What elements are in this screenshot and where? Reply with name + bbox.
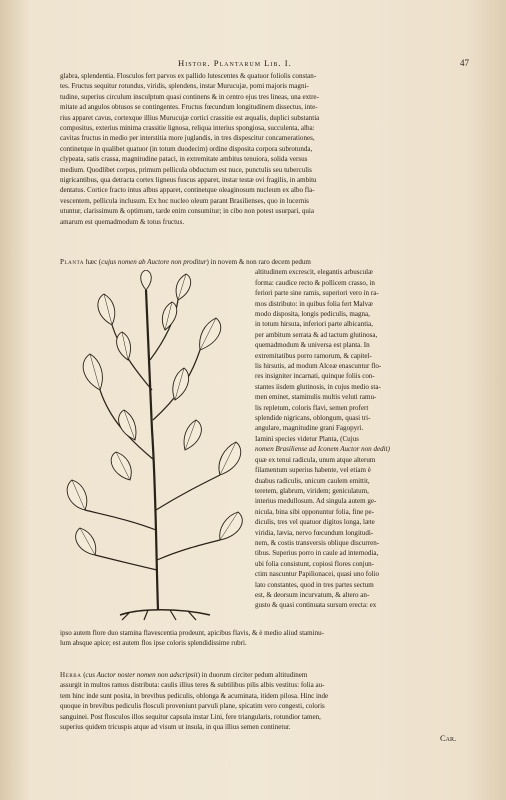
paragraph-planta <box>60 257 472 267</box>
text-line: rius apparet cavus, cortexque illius Murucujæ cortici crassitie est æqualis, duplici substantia <box>60 113 320 122</box>
text-line: ubi folia consistunt, copiosi flores conjun- <box>255 559 374 568</box>
text-line: modo disposita, longis pediculis, magna, <box>255 310 370 319</box>
lead-tail: ) in duorum circiter pedum altitudinem <box>197 671 308 679</box>
text-line: medium. Quodlibet corpus, primum pellicula obductum est nuce, punctulis seu tuberculis <box>60 165 312 174</box>
text-line: teretem, glabrum, viridem; geniculatum, <box>255 486 369 495</box>
text-line: continetque in qualibet quatuor (in totum duodecim) ordine disposita corpora subrotunda, <box>60 144 313 153</box>
text-line: ctim nascuntur Papilionacei, quasi uno folio <box>255 570 380 579</box>
text-line: diculis, tres vel quatuor digitos longa, læte <box>255 518 375 527</box>
text-line: Iamini species videtur Planta, (Cujus <box>255 434 359 443</box>
text-line: quemadmodum & universa est planta. In <box>255 341 370 350</box>
paragraph-planta-column <box>255 267 472 610</box>
text-line: mitate ad angulos obtusos se contingentes. Fructus fœcundum longitudinem dissectus, inte- <box>60 103 318 112</box>
text-line: cavitas fructus in medio per interstitia more juglandis, in tres dispescitur concamerationes, <box>60 134 315 143</box>
text-line-lead <box>60 257 472 267</box>
text-line: per ambitum serrata & ad tactum glutinosa, <box>255 330 378 339</box>
text-line: gusto & quasi continuata sursum erecta: ex <box>255 601 377 610</box>
text-line: extremitatibus porro ramorum, & capitel- <box>255 351 372 360</box>
lead-word: Planta <box>60 258 85 266</box>
text-line: tudine, superius circulum insculptum quasi continens & in centro ejus tres lineas, una extre- <box>60 92 319 101</box>
text-line: angulare, magnitudine grani Fagopyri. <box>255 424 364 433</box>
lead-italic: cujus nomen ab Auctore non proditur <box>101 258 207 266</box>
text-line: nigricantibus, qua detracta cortex ligneus fuscus apparet, instar testæ ovi fragilis, in ambitu <box>60 176 317 185</box>
text-line: stantes iisdem glutinosis, in cujus medio sta- <box>255 382 381 391</box>
lead-text: ( <box>81 671 86 679</box>
text-line: nicula, bina sibi opponuntur folia, fine pe- <box>255 507 374 516</box>
text-line: glabra, splendentia. Flosculos fert parvos ex pallido lutescentes & quatuor foliolis constan- <box>60 72 317 80</box>
running-title: Histor. Plantarum Lib. I. <box>178 58 292 68</box>
text-line: compositus, exterius minima crassitie lignosa, reliqua interius spongiosa, succulenta, alba: <box>60 124 315 133</box>
text-line: utuntur, clarissimum & optimum, tarde enim consumitur; in cibo non potest usurpari, quia <box>60 207 314 216</box>
text-line: assurgit in multos ramos distributa: caulis illius teres & subtilibus pilis albis vestitus: folia au- <box>60 681 325 690</box>
text-line: duabus radiculis, unicum caulem emittit, <box>255 476 370 485</box>
text-line: clypeata, satis crassa, magnitudine pataci, in extremitate ambitus tenuiora, solida versus <box>60 155 308 164</box>
lead-word: Herba <box>60 671 82 679</box>
text-line: mos distributo: in quibus folia fert Malvæ <box>255 299 373 308</box>
text-line: lis repletum, coloris flavi, semen profert <box>255 403 369 412</box>
text-line: in totum hirsuta, inferiori parte albicantia, <box>255 320 373 329</box>
plant-woodcut-illustration <box>60 270 250 622</box>
catchword: Car. <box>440 733 457 743</box>
text-line: tibus. Superius porro in caule ad internodia, <box>255 549 379 558</box>
lead-italic: cus Auctor noster nomen non adscripsit <box>85 671 198 679</box>
text-line: dentatus. Cortice fracto intus albus apparet, continetque oleaginosum nucleum ex albo fla- <box>60 186 315 195</box>
text-line: altitudinem excrescit, elegantis arbusculæ <box>255 268 373 277</box>
text-line: forma: caudice recto & pollicem crasso, in <box>255 278 375 287</box>
text-line: nem, & costis transversis oblique discurren- <box>255 538 380 547</box>
lead-tail: ) in novem & non raro decem pedum <box>206 258 311 266</box>
text-line: filamentum superius habente, vel etiam è <box>255 466 371 475</box>
text-line: lum absque apice; est autem flos ipse coloris splendidissime rubri. <box>60 639 247 648</box>
text-line: est, & deorsum incurvatum, & altero an- <box>255 590 370 599</box>
text-line: feriori parte sine ramis, superiori vero in ra- <box>255 289 379 298</box>
text-line-lead <box>60 670 472 680</box>
text-line: tes. Fructus sequitur rotundus, viridis, splendens, instar Murucujæ, pomi majoris magni- <box>60 82 309 91</box>
page-header <box>0 58 506 72</box>
text-line: viridia, lævia, nervo fœcundum longitudi- <box>255 528 374 537</box>
paragraph-flower-stamina <box>60 628 472 649</box>
text-line: sanguinei. Post flosculos illos sequitur capsula instar Lini, fere triangularis, rotundior tamen, <box>60 712 321 721</box>
text-line: amarum est quemadmodum & totus fructus. <box>60 217 185 226</box>
text-line: quoque in brevibus pediculis flosculi proveniunt parvuli plane, spicatim vero congesti, coloris <box>60 702 325 711</box>
text-line: quæ ex tenui radicula, unum atque alterum <box>255 455 376 464</box>
page-number: 47 <box>460 58 469 68</box>
text-line: nomen Brasiliense ad Iconem Auctor non dedit) <box>255 445 390 454</box>
paragraph-herba <box>60 670 472 732</box>
text-line: splendide nigricans, oblongum, quasi tri- <box>255 414 371 423</box>
text-line: lato constantes, quod in tres partes sectum <box>255 580 374 589</box>
text-line: superius quidem tricuspis atque ad visum ut insula, in qua illius semen continetur. <box>60 723 291 732</box>
text-line: tem hinc inde sunt posita, in brevibus pediculis, oblonga & acuminata, itidem pilosa. Hinc inde <box>60 691 329 700</box>
paragraph-fruit-description <box>60 71 472 227</box>
text-line: lis hirsutis, ad modum Alceæ enascuntur flo- <box>255 362 382 371</box>
text-line: res insigniter incarnati, quinque foliis con- <box>255 372 375 381</box>
text-line: interius medullosum. Ad singula autem ge- <box>255 497 377 506</box>
lead-text: hæc ( <box>84 258 102 266</box>
text-line: ipso autem flore duo stamina flavescentia prodeunt, apicibus flavis, & è medio aliud staminu- <box>60 629 324 637</box>
text-line: men eminet, staminulis multis veluti ramu- <box>255 393 377 402</box>
text-line: vescentem, pellicula inclusum. Ex hoc nucleo oleum parant Brasilienses, quo in lucernis <box>60 196 309 205</box>
